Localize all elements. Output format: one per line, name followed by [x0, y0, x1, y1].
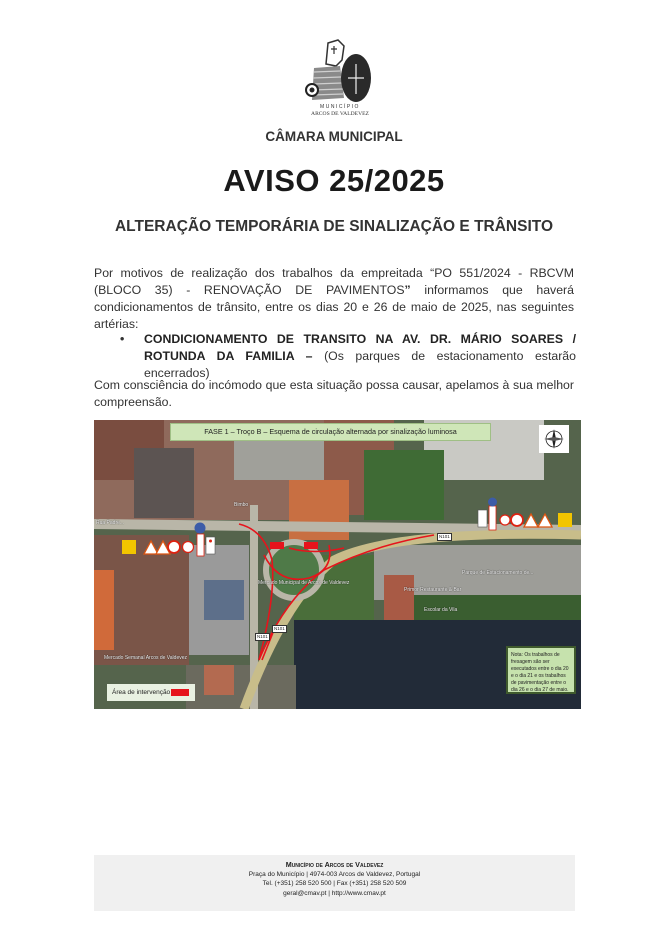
road-tag: N101 [274, 626, 285, 631]
list-item: CONDICIONAMENTO DE TRANSITO NA AV. DR. MÁRIO SOARES / ROTUNDA DA FAMILIA – (Os parques de estacionamento estarão encerrados) [144, 332, 576, 380]
map-place-label: Mercado Municipal de Arcos de Valdevez [258, 580, 350, 586]
intro-paragraph: Por motivos de realização dos trabalhos da empreitada “PO 551/2024 - RBCVM (BLOCO 35) - RENOVAÇÃO DE PAVIMENTOS” informamos que haverá condicionamentos de trânsito, entre os dias 20 e 26 de maio de 2025, nas seguintes artérias: [94, 266, 574, 331]
footer-org: Município de Arcos de Valdevez [285, 860, 384, 869]
department-heading: CÂMARA MUNICIPAL [265, 129, 403, 144]
road-tag: N101 [257, 634, 268, 639]
footer-address: Praça do Município | 4974-003 Arcos de Valdevez, Portugal [248, 870, 421, 878]
municipality-logo [300, 38, 380, 118]
svg-text:ARCOS DE VALDEVEZ: ARCOS DE VALDEVEZ [311, 111, 369, 117]
map-place-label: Primor Restaurante & Bar [404, 587, 462, 593]
notice-title: AVISO 25/2025 [223, 163, 445, 198]
map-place-label: Bimbo [234, 502, 249, 508]
closing-paragraph: Com consciência do incómodo que esta situação possa causar, apelamos à sua melhor compreensão. [94, 378, 574, 409]
bullet-list [120, 331, 576, 382]
footer [94, 855, 575, 911]
bullet-icon: • [120, 332, 125, 346]
map-place-label: Parque de Estacionamento de... [462, 570, 534, 576]
traffic-map [94, 420, 581, 709]
map-place-label: Mercado Semanal Arcos de Valdevez [104, 655, 188, 661]
legend-label: Área de intervenção [112, 689, 171, 696]
notice-subtitle: ALTERAÇÃO TEMPORÁRIA DE SINALIZAÇÃO E TRÂNSITO [114, 218, 554, 235]
map-legend [107, 684, 195, 701]
svg-text:MUNICÍPIO: MUNICÍPIO [320, 104, 360, 110]
footer-phone: Tel. (+351) 258 520 500 | Fax (+351) 258 520 509 [262, 880, 407, 887]
road-tag: N101 [439, 534, 450, 539]
footer-web[interactable]: geral@cmav.pt | http://www.cmav.pt [283, 889, 386, 897]
map-street-label: Rua Padre... [96, 520, 125, 526]
map-street-label: Escolar da Vila [424, 607, 458, 613]
map-title: FASE 1 – Troço B – Esquema de circulação alternada por sinalização luminosa [170, 423, 491, 441]
legend-swatch [171, 689, 189, 696]
compass-rose-icon [539, 425, 569, 453]
map-note: Nota: Os trabalhos de fresagem são ser executados entre o dia 20 e o dia 21 e os trabalhos de pavimentação entre o dia 26 e o dia 27 de maio. [506, 646, 576, 694]
